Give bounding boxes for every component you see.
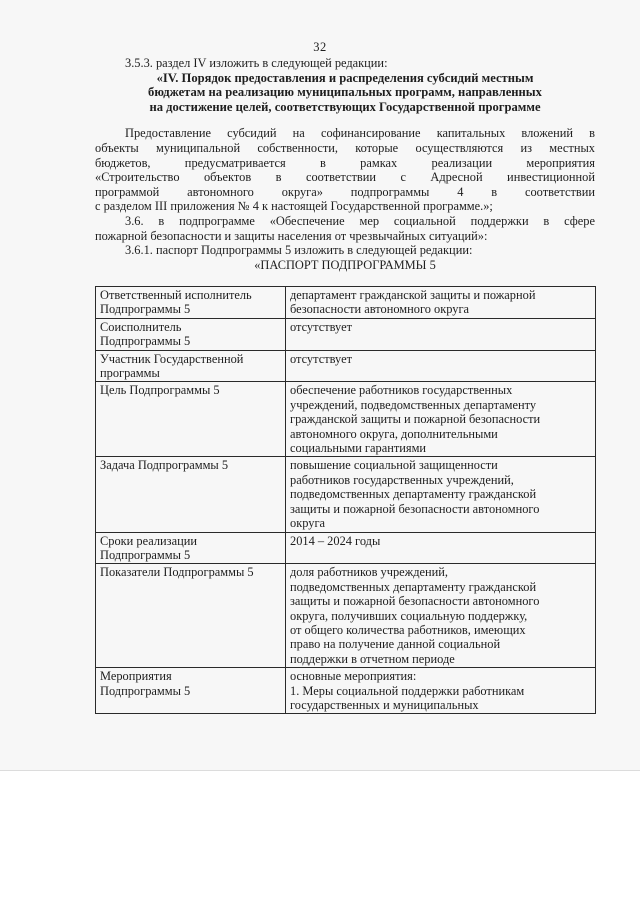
label-line: Задача Подпрограммы 5 — [100, 458, 229, 473]
section-heading — [95, 71, 595, 115]
row-value — [286, 287, 596, 319]
page-number: 32 — [313, 40, 327, 54]
label-line: Цель Подпрограммы 5 — [100, 383, 220, 398]
row-value — [286, 350, 596, 382]
passport-title: «ПАСПОРТ ПОДПРОГРАММЫ 5 — [254, 257, 436, 272]
table-row — [96, 350, 596, 382]
row-label — [96, 564, 286, 668]
row-label — [96, 287, 286, 319]
value-line: гражданской защиты и пожарной безопасности — [290, 412, 541, 427]
value-line: государственных и муниципальных — [290, 697, 479, 712]
table-row — [96, 382, 596, 457]
value-line: обеспечение работников государственных — [290, 383, 513, 398]
value-line: подведомственных департаменту гражданской — [290, 579, 537, 594]
paragraph-line: программой автономного округа» подпрограммы 4 в соответствии — [95, 184, 595, 199]
paragraph-line: объекты муниципальной собственности, которые осуществляются из местных — [95, 140, 595, 155]
value-line: защиты и пожарной безопасности автономного — [290, 594, 540, 609]
passport-table — [95, 286, 596, 714]
table-row — [96, 287, 596, 319]
row-value — [286, 668, 596, 714]
row-value — [286, 382, 596, 457]
row-value — [286, 318, 596, 350]
paragraph-line: бюджетов, предусматривается в рамках реализации мероприятия — [95, 155, 595, 170]
label-line: Подпрограммы 5 — [100, 683, 191, 698]
label-line: Соисполнитель — [100, 319, 182, 334]
value-line: работников государственных учреждений, — [290, 472, 514, 487]
table-row — [96, 457, 596, 532]
value-line: безопасности автономного округа — [290, 302, 470, 317]
value-line: отсутствует — [290, 351, 352, 366]
row-label — [96, 350, 286, 382]
row-value — [286, 532, 596, 564]
value-line: округа — [290, 516, 326, 531]
row-label — [96, 668, 286, 714]
document-body — [95, 56, 595, 272]
label-line: Мероприятия — [100, 669, 172, 684]
value-line: от общего количества работников, имеющих — [290, 622, 526, 637]
subsidy-paragraph — [95, 126, 595, 214]
label-line: Участник Государственной — [100, 351, 244, 366]
value-line: поддержки в отчетном периоде — [290, 651, 455, 666]
table-row — [96, 668, 596, 714]
label-line: Показатели Подпрограммы 5 — [100, 565, 254, 580]
intro-line: 3.5.3. раздел IV изложить в следующей редакции: — [125, 56, 388, 70]
section-heading-line: бюджетам на реализацию муниципальных программ, направленных — [148, 85, 542, 100]
label-line: Ответственный исполнитель — [100, 288, 252, 302]
value-line: автономного округа, дополнительными — [290, 426, 498, 441]
value-line: департамент гражданской защиты и пожарной — [290, 288, 536, 302]
item-3-6-line: 3.6. в подпрограмме «Обеспечение мер социальной поддержки в сфере — [125, 213, 595, 228]
row-label — [96, 382, 286, 457]
row-label — [96, 318, 286, 350]
label-line: Подпрограммы 5 — [100, 547, 191, 562]
value-line: основные мероприятия: — [290, 669, 417, 684]
paragraph-line: с разделом III приложения № 4 к настоящей Государственной программе.»; — [95, 199, 493, 214]
value-line: 1. Меры социальной поддержки работникам — [290, 683, 525, 698]
section-heading-line: на достижение целей, соответствующих Государственной программе — [149, 99, 541, 114]
paragraph-line: «Строительство объектов в соответствии с Адресной инвестиционной — [95, 170, 595, 185]
label-line: Подпрограммы 5 — [100, 302, 191, 317]
value-line: социальными гарантиями — [290, 441, 427, 456]
table-row — [96, 318, 596, 350]
value-line: право на получение данной социальной — [290, 637, 501, 652]
table-row — [96, 564, 596, 668]
value-line: учреждений, подведомственных департаменту — [290, 397, 537, 412]
item-3-6-line: пожарной безопасности и защиты населения от чрезвычайных ситуаций»: — [95, 228, 488, 243]
value-line: округа, получивших социальную поддержку, — [290, 608, 528, 623]
value-line: доля работников учреждений, — [290, 565, 449, 580]
item-3-6 — [95, 214, 595, 243]
value-line: 2014 – 2024 годы — [290, 533, 381, 548]
blank-area — [0, 771, 640, 905]
value-line: защиты и пожарной безопасности автономного — [290, 501, 540, 516]
value-line: отсутствует — [290, 319, 352, 334]
label-line: программы — [100, 366, 160, 381]
label-line: Подпрограммы 5 — [100, 334, 191, 349]
paragraph-line: Предоставление субсидий на софинансирование капитальных вложений в — [125, 126, 595, 141]
row-value — [286, 564, 596, 668]
table-row — [96, 532, 596, 564]
section-heading-line: «IV. Порядок предоставления и распределения субсидий местным — [156, 70, 534, 85]
row-label — [96, 532, 286, 564]
row-label — [96, 457, 286, 532]
label-line: Сроки реализации — [100, 533, 197, 548]
item-3-6-1: 3.6.1. паспорт Подпрограммы 5 изложить в следующей редакции: — [125, 243, 473, 258]
value-line: повышение социальной защищенности — [290, 458, 498, 473]
row-value — [286, 457, 596, 532]
value-line: подведомственных департаменту гражданской — [290, 487, 537, 502]
